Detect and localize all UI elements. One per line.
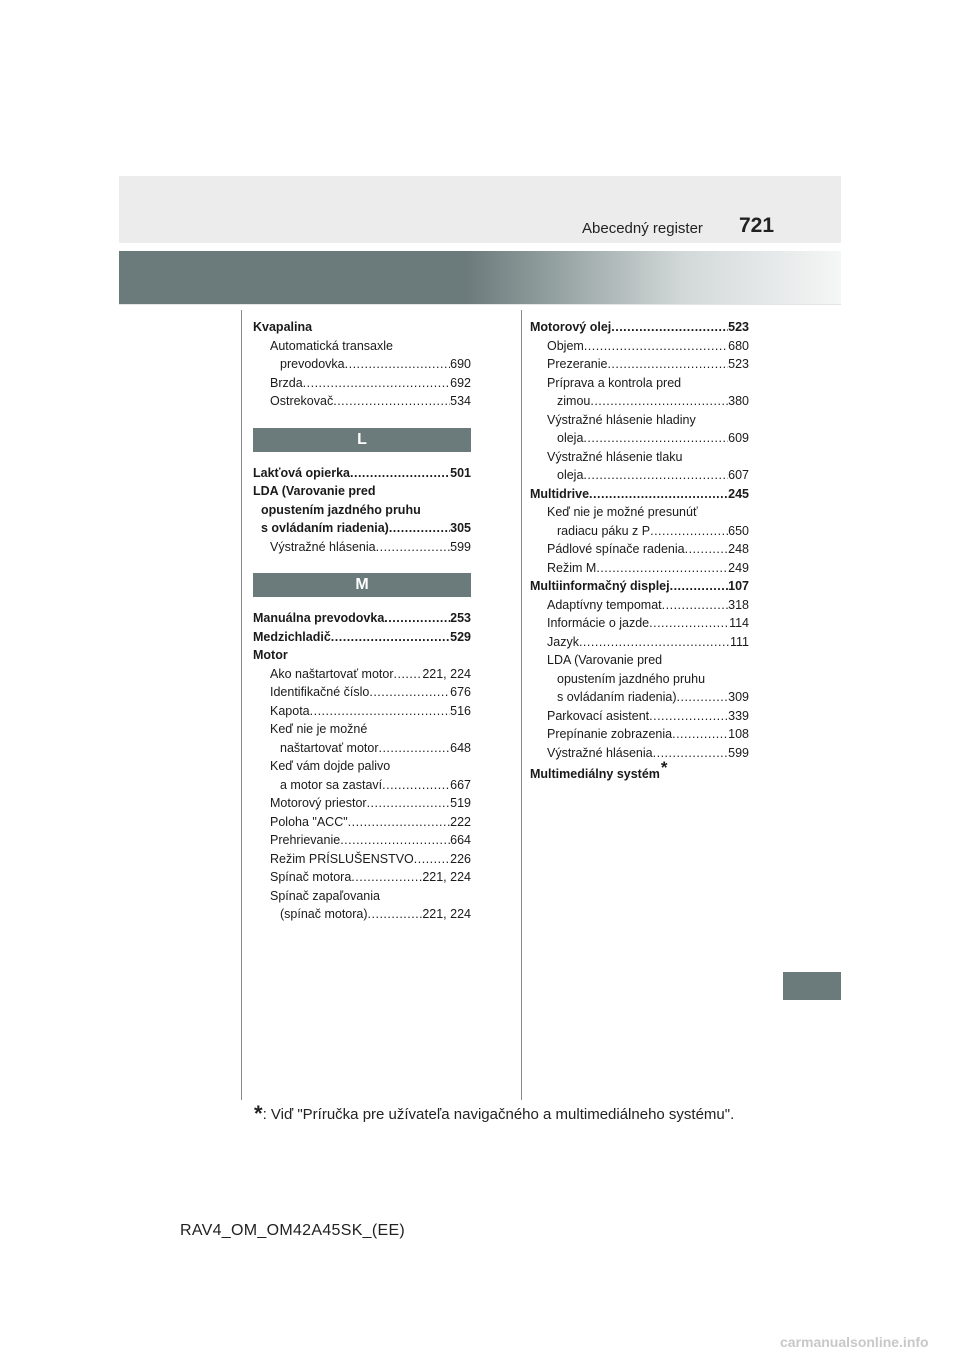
letter-divider-l: L: [253, 428, 471, 452]
index-entry: Režim PRÍSLUŠENSTVO ..... 226: [253, 850, 471, 869]
index-entry: Motorový priestor ..... 519: [253, 794, 471, 813]
index-entry: Ako naštartovať motor ..... 221, 224: [253, 665, 471, 684]
footnote-star: *: [254, 1101, 263, 1126]
header-gradient-bar: [119, 251, 841, 304]
index-entry: Ostrekovač ..... 534: [253, 392, 471, 411]
index-entry: Prezeranie ..... 523: [530, 355, 749, 374]
index-entry: prevodovka ..... 690: [253, 355, 471, 374]
index-entry: oleja ..... 609: [530, 429, 749, 448]
watermark: carmanualsonline.info: [780, 1334, 929, 1350]
index-entry: Motorový olej ..... 523: [530, 318, 749, 337]
document-code: RAV4_OM_OM42A45SK_(EE): [180, 1222, 406, 1239]
index-entry: Výstražné hlásenia ..... 599: [530, 744, 749, 763]
index-entry: Identifikačné číslo ..... 676: [253, 683, 471, 702]
index-entry-heading: Kvapalina: [253, 320, 313, 334]
index-entry: Kapota ..... 516: [253, 702, 471, 721]
index-entry: Režim M ..... 249: [530, 559, 749, 578]
letter-divider-m: M: [253, 573, 471, 597]
index-entry: Poloha "ACC" ..... 222: [253, 813, 471, 832]
footnote: [254, 1101, 734, 1127]
index-entry: Lakťová opierka ..... 501: [253, 464, 471, 483]
index-column-1: [253, 318, 471, 924]
index-entry: Príprava a kontrola pred: [547, 375, 682, 390]
index-entry: Keď nie je možné presunúť: [547, 505, 698, 519]
index-entry: LDA (Varovanie pred: [253, 484, 376, 498]
index-entry: opustením jazdného pruhu: [557, 671, 706, 686]
index-entry: (spínač motora) ..... 221, 224: [253, 905, 471, 924]
index-entry: s ovládaním riadenia) ..... 309: [530, 688, 749, 707]
column-rule-middle: [521, 310, 522, 1100]
page-number: 721: [739, 214, 775, 237]
index-entry: Prehrievanie ..... 664: [253, 831, 471, 850]
footnote-marker: *: [660, 758, 668, 777]
index-entry: Pádlové spínače radenia ..... 248: [530, 540, 749, 559]
header-band: [119, 176, 841, 243]
index-entry: zimou ..... 380: [530, 392, 749, 411]
index-column-2: [530, 318, 749, 784]
index-entry: Spínač zapaľovania: [270, 888, 380, 903]
index-entry: Výstražné hlásenie tlaku: [547, 449, 683, 464]
index-entry: opustením jazdného pruhu: [261, 502, 421, 517]
column-rule-left: [241, 310, 242, 1100]
index-entry: Výstražné hlásenia ..... 599: [253, 538, 471, 557]
index-entry-heading: Motor: [253, 648, 288, 662]
index-entry: Adaptívny tempomat ..... 318: [530, 596, 749, 615]
index-entry: Výstražné hlásenie hladiny: [547, 412, 696, 427]
index-entry: Prepínanie zobrazenia ..... 108: [530, 725, 749, 744]
index-entry: Informácie o jazde ..... 114: [530, 614, 749, 633]
index-entry: Objem ..... 680: [530, 337, 749, 356]
index-entry: oleja ..... 607: [530, 466, 749, 485]
index-entry: LDA (Varovanie pred: [547, 653, 663, 667]
divider-line: [119, 304, 841, 305]
index-entry: radiacu páku z P ..... 650: [530, 522, 749, 541]
index-entry: Manuálna prevodovka ..... 253: [253, 609, 471, 628]
footnote-text: : Viď "Príručka pre užívateľa navigačného a multimediálneho systému".: [262, 1106, 735, 1123]
index-entry: Medzichladič ..... 529: [253, 628, 471, 647]
index-entry: Keď nie je možné: [270, 722, 368, 736]
index-entry: s ovládaním riadenia) ..... 305: [253, 519, 471, 538]
index-entry: Brzda ..... 692: [253, 374, 471, 393]
index-entry: Multimediálny systém*: [530, 758, 668, 781]
index-entry: Keď vám dojde palivo: [270, 759, 391, 773]
index-entry: Spínač motora ..... 221, 224: [253, 868, 471, 887]
chapter-tab: [783, 972, 841, 1000]
section-title: Abecedný register: [582, 220, 703, 237]
index-entry: Jazyk ..... 111: [530, 633, 749, 652]
index-entry: naštartovať motor ..... 648: [253, 739, 471, 758]
index-entry: Multiinformačný displej ..... 107: [530, 577, 749, 596]
index-entry: Automatická transaxle: [270, 338, 393, 353]
index-entry: Parkovací asistent ..... 339: [530, 707, 749, 726]
index-entry: Multidrive ..... 245: [530, 485, 749, 504]
index-entry: a motor sa zastaví ..... 667: [253, 776, 471, 795]
